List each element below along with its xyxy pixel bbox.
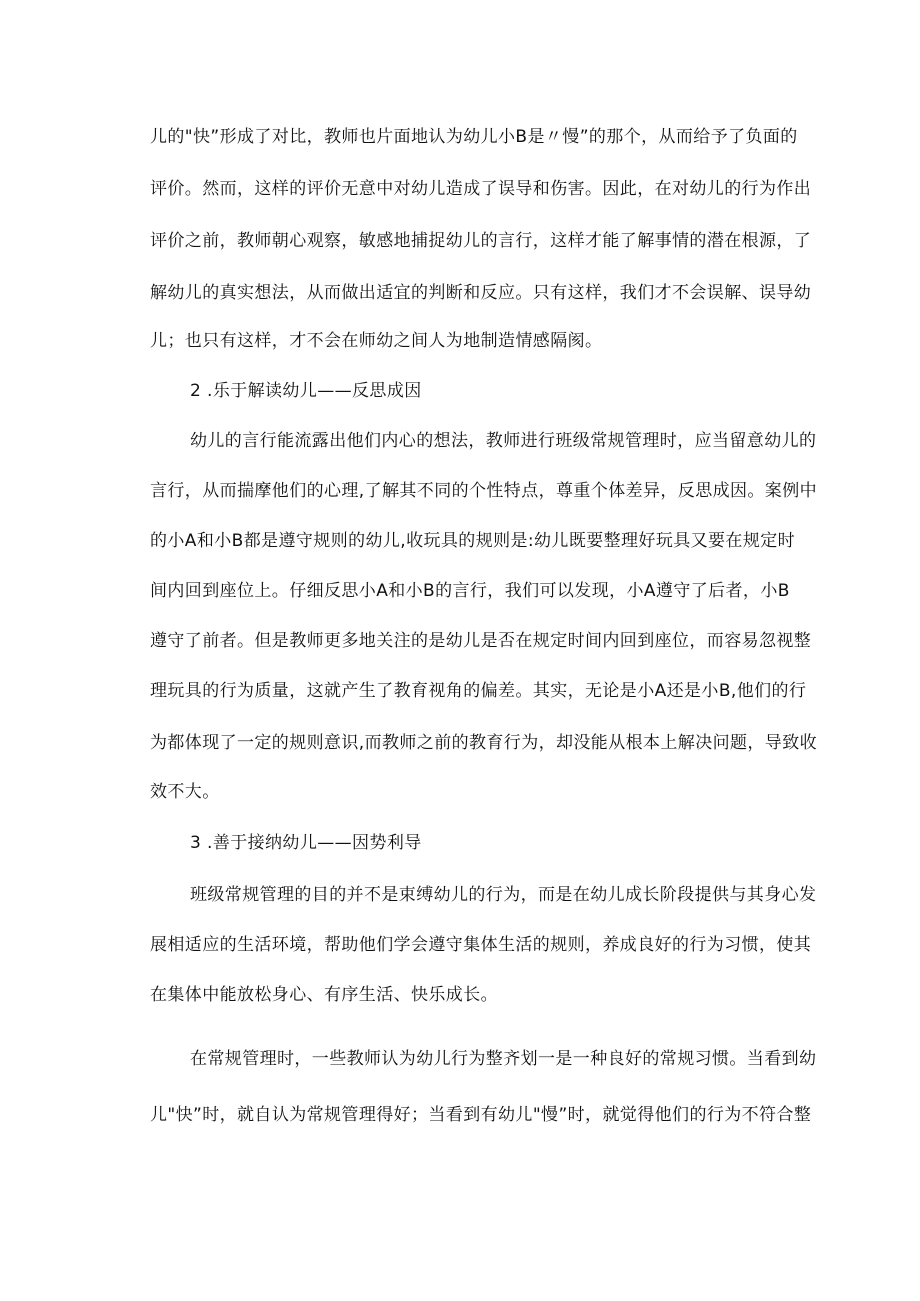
paragraph-line: 言行，从而揣摩他们的心理,了解其不同的个性特点，尊重个体差异，反思成因。案例中	[150, 481, 818, 501]
paragraph-line: 间内回到座位上。仔细反思小A和小B的言行，我们可以发现，小A遵守了后者，小B	[150, 581, 790, 601]
paragraph-line: 班级常规管理的目的并不是束缚幼儿的行为，而是在幼儿成长阶段提供与其身心发	[190, 885, 817, 905]
section-heading: 3 .善于接纳幼儿——因势利导	[190, 833, 422, 853]
paragraph-line: 儿的"快”形成了对比，教师也片面地认为幼儿小B是〃慢”的那个，从而给予了负面的	[150, 127, 798, 147]
paragraph-line: 评价。然而，这样的评价无意中对幼儿造成了误导和伤害。因此，在对幼儿的行为作出	[150, 179, 812, 199]
paragraph-line: 评价之前，教师朝心观察，敏感地捕捉幼儿的言行，这样才能了解事情的潜在根源，了	[150, 231, 812, 251]
paragraph-line: 为都体现了一定的规则意识,而教师之前的教育行为，却没能从根本上解决问题，导致收	[150, 733, 818, 753]
paragraph-line: 儿；也只有这样，才不会在师幼之间人为地制造情感隔阂。	[150, 331, 603, 351]
paragraph-line: 儿"快”时，就自认为常规管理得好；当看到有幼儿"慢”时，就觉得他们的行为不符合整	[150, 1105, 812, 1125]
paragraph-line: 展相适应的生活环境，帮助他们学会遵守集体生活的规则，养成良好的行为习惯，使其	[150, 935, 812, 955]
paragraph-line: 理玩具的行为质量，这就产生了教育视角的偏差。其实，无论是小A还是小B,他们的行	[150, 681, 807, 701]
paragraph-line: 在集体中能放松身心、有序生活、快乐成长。	[150, 985, 498, 1005]
paragraph-line: 遵守了前者。但是教师更多地关注的是幼儿是否在规定时间内回到座位，而容易忽视整	[150, 631, 812, 651]
paragraph-line: 的小A和小B都是遵守规则的幼儿,收玩具的规则是:幼儿既要整理好玩具又要在规定时	[150, 531, 796, 551]
paragraph-line: 在常规管理时，一些教师认为幼儿行为整齐划一是一种良好的常规习惯。当看到幼	[190, 1049, 817, 1069]
paragraph-line: 解幼儿的真实想法，从而做出适宜的判断和反应。只有这样，我们才不会误解、误导幼	[150, 283, 812, 303]
paragraph-line: 幼儿的言行能流露出他们内心的想法，教师进行班级常规管理时，应当留意幼儿的	[190, 431, 817, 451]
section-heading: 2 .乐于解读幼儿——反思成因	[190, 381, 422, 401]
paragraph-line: 效不大。	[150, 782, 220, 802]
